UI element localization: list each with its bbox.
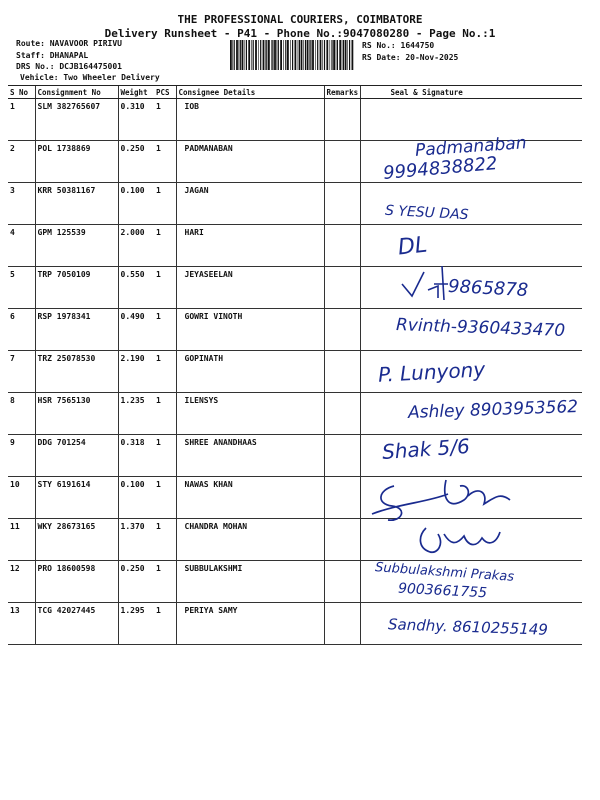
barcode-bar bbox=[277, 40, 278, 70]
cell-sno: 6 bbox=[8, 309, 35, 351]
cell-consignee: PERIYA SAMY bbox=[176, 603, 324, 645]
cell-weight: 0.100 bbox=[118, 183, 154, 225]
cell-weight: 1.235 bbox=[118, 393, 154, 435]
cell-consignee: JAGAN bbox=[176, 183, 324, 225]
barcode-bar bbox=[258, 40, 259, 70]
cell-signature bbox=[360, 99, 582, 141]
barcode-bar bbox=[337, 40, 338, 70]
barcode-bar bbox=[322, 40, 323, 70]
barcode-bar bbox=[244, 40, 245, 70]
signature-row-2-name: Padmanaban bbox=[414, 133, 528, 161]
signature-row-5-mark bbox=[398, 262, 456, 302]
barcode-bar bbox=[260, 40, 261, 70]
barcode-bar bbox=[305, 40, 306, 70]
cell-weight: 0.310 bbox=[118, 99, 154, 141]
cell-remarks bbox=[324, 351, 360, 393]
route-label: Route: NAVAVOOR PIRIVU bbox=[16, 39, 122, 48]
barcode-bar bbox=[274, 40, 276, 70]
cell-consignee: HARI bbox=[176, 225, 324, 267]
cell-weight: 2.000 bbox=[118, 225, 154, 267]
cell-pcs: 1 bbox=[154, 141, 176, 183]
barcode-bar bbox=[292, 40, 293, 70]
barcode-bar bbox=[315, 40, 316, 70]
signature-row-12-phone: 9003661755 bbox=[397, 580, 488, 602]
cell-consignee: JEYASEELAN bbox=[176, 267, 324, 309]
barcode-bar bbox=[232, 40, 233, 70]
table-row bbox=[8, 183, 582, 225]
barcode-bar bbox=[326, 40, 328, 70]
barcode-bar bbox=[345, 40, 347, 70]
cell-remarks bbox=[324, 519, 360, 561]
barcode-bar bbox=[248, 40, 250, 70]
barcode-bar bbox=[352, 40, 354, 70]
cell-consignment: TRP 7050109 bbox=[35, 267, 118, 309]
barcode-bar bbox=[303, 40, 304, 70]
cell-consignee: SUBBULAKSHMI bbox=[176, 561, 324, 603]
barcode-bar bbox=[255, 40, 257, 70]
cell-remarks bbox=[324, 99, 360, 141]
rs-date-label: RS Date: 20-Nov-2025 bbox=[362, 53, 459, 62]
cell-sno: 5 bbox=[8, 267, 35, 309]
barcode-image bbox=[230, 40, 355, 70]
cell-sno: 2 bbox=[8, 141, 35, 183]
cell-sno: 13 bbox=[8, 603, 35, 645]
barcode-bar bbox=[299, 40, 300, 70]
barcode-bar bbox=[236, 40, 238, 70]
cell-sno: 1 bbox=[8, 99, 35, 141]
cell-weight: 0.318 bbox=[118, 435, 154, 477]
drs-label: DRS No.: DCJB164475001 bbox=[16, 62, 122, 71]
barcode-bar bbox=[310, 40, 311, 70]
signature-row-4: DL bbox=[396, 232, 429, 261]
cell-sno: 7 bbox=[8, 351, 35, 393]
cell-consignment: KRR 50381167 bbox=[35, 183, 118, 225]
cell-pcs: 1 bbox=[154, 99, 176, 141]
cell-consignment: HSR 7565130 bbox=[35, 393, 118, 435]
barcode-bar bbox=[298, 40, 299, 70]
barcode-bar bbox=[330, 40, 331, 70]
cell-sno: 12 bbox=[8, 561, 35, 603]
cell-sno: 9 bbox=[8, 435, 35, 477]
barcode-bar bbox=[342, 40, 343, 70]
signature-row-12-name: Subbulakshmi Prakas bbox=[374, 560, 515, 585]
cell-remarks bbox=[324, 393, 360, 435]
cell-consignment: DDG 701254 bbox=[35, 435, 118, 477]
barcode-bar bbox=[301, 40, 303, 70]
cell-weight: 1.295 bbox=[118, 603, 154, 645]
barcode-bar bbox=[271, 40, 272, 70]
cell-consignment: SLM 382765607 bbox=[35, 99, 118, 141]
cell-sno: 10 bbox=[8, 477, 35, 519]
signature-row-9: Shak 5/6 bbox=[381, 433, 471, 465]
cell-remarks bbox=[324, 309, 360, 351]
barcode-bar bbox=[272, 40, 273, 70]
signature-row-7: P. Lunyony bbox=[377, 357, 486, 387]
col-consignment: Consignment No bbox=[35, 86, 118, 99]
barcode-bar bbox=[339, 40, 341, 70]
cell-pcs: 1 bbox=[154, 393, 176, 435]
barcode-bar bbox=[312, 40, 314, 70]
cell-remarks bbox=[324, 477, 360, 519]
cell-sno: 4 bbox=[8, 225, 35, 267]
cell-consignee: GOWRI VINOTH bbox=[176, 309, 324, 351]
barcode-bar bbox=[320, 40, 322, 70]
barcode-bar bbox=[336, 40, 337, 70]
cell-weight: 0.250 bbox=[118, 561, 154, 603]
barcode-bar bbox=[317, 40, 318, 70]
barcode-bar bbox=[242, 40, 244, 70]
barcode-bar bbox=[349, 40, 350, 70]
cell-consignee: GOPINATH bbox=[176, 351, 324, 393]
cell-remarks bbox=[324, 267, 360, 309]
barcode-bar bbox=[240, 40, 241, 70]
cell-remarks bbox=[324, 225, 360, 267]
cell-consignment: GPM 125539 bbox=[35, 225, 118, 267]
barcode-bar bbox=[251, 40, 252, 70]
barcode-bar bbox=[266, 40, 267, 70]
signature-row-6: Rvinth-9360433470 bbox=[395, 315, 566, 341]
cell-weight: 1.370 bbox=[118, 519, 154, 561]
cell-weight: 2.190 bbox=[118, 351, 154, 393]
col-sno: S No bbox=[8, 86, 35, 99]
vehicle-label: Vehicle: Two Wheeler Delivery bbox=[20, 73, 160, 82]
cell-consignee: CHANDRA MOHAN bbox=[176, 519, 324, 561]
cell-pcs: 1 bbox=[154, 435, 176, 477]
barcode-bar bbox=[347, 40, 348, 70]
cell-consignee: NAWAS KHAN bbox=[176, 477, 324, 519]
staff-label: Staff: DHANAPAL bbox=[16, 51, 89, 60]
barcode-bar bbox=[290, 40, 291, 70]
table-row bbox=[8, 351, 582, 393]
runsheet-subtitle: Delivery Runsheet - P41 - Phone No.:9047080280 - Page No.:1 bbox=[104, 27, 496, 40]
cell-pcs: 1 bbox=[154, 183, 176, 225]
cell-consignment: RSP 1978341 bbox=[35, 309, 118, 351]
cell-consignment: TRZ 25078530 bbox=[35, 351, 118, 393]
cell-sno: 3 bbox=[8, 183, 35, 225]
cell-consignee: IOB bbox=[176, 99, 324, 141]
cell-remarks bbox=[324, 435, 360, 477]
barcode-bar bbox=[263, 40, 265, 70]
table-header-row bbox=[8, 86, 582, 99]
signature-row-5-phone: 9865878 bbox=[447, 275, 529, 302]
barcode-bar bbox=[287, 40, 289, 70]
signature-row-10-11-scribble bbox=[368, 474, 528, 564]
cell-consignee: SHREE ANANDHAAS bbox=[176, 435, 324, 477]
cell-consignment: POL 1738869 bbox=[35, 141, 118, 183]
barcode-bar bbox=[343, 40, 344, 70]
cell-weight: 0.550 bbox=[118, 267, 154, 309]
col-weight: Weight bbox=[118, 86, 154, 99]
barcode-bar bbox=[268, 40, 270, 70]
cell-pcs: 1 bbox=[154, 477, 176, 519]
cell-remarks bbox=[324, 141, 360, 183]
barcode-bar bbox=[265, 40, 266, 70]
cell-sno: 8 bbox=[8, 393, 35, 435]
cell-pcs: 1 bbox=[154, 309, 176, 351]
signature-row-8: Ashley 8903953562 bbox=[407, 397, 579, 423]
cell-consignment: STY 6191614 bbox=[35, 477, 118, 519]
signature-row-13: Sandhy. 8610255149 bbox=[387, 615, 549, 639]
cell-pcs: 1 bbox=[154, 351, 176, 393]
barcode-bar bbox=[278, 40, 279, 70]
barcode-bar bbox=[324, 40, 325, 70]
cell-weight: 0.490 bbox=[118, 309, 154, 351]
cell-pcs: 1 bbox=[154, 519, 176, 561]
col-consignee: Consignee Details bbox=[176, 86, 324, 99]
rs-no-label: RS No.: 1644750 bbox=[362, 41, 435, 50]
company-title: THE PROFESSIONAL COURIERS, COIMBATORE bbox=[177, 13, 423, 26]
barcode-bar bbox=[295, 40, 297, 70]
barcode-bar bbox=[331, 40, 332, 70]
barcode-bar bbox=[285, 40, 286, 70]
cell-consignment: PRO 18600598 bbox=[35, 561, 118, 603]
barcode-bar bbox=[253, 40, 254, 70]
cell-sno: 11 bbox=[8, 519, 35, 561]
cell-remarks bbox=[324, 603, 360, 645]
cell-pcs: 1 bbox=[154, 225, 176, 267]
barcode-bar bbox=[230, 40, 232, 70]
cell-remarks bbox=[324, 561, 360, 603]
barcode-bar bbox=[333, 40, 335, 70]
barcode-bar bbox=[234, 40, 235, 70]
cell-weight: 0.250 bbox=[118, 141, 154, 183]
col-pcs: PCS bbox=[154, 86, 176, 99]
col-remarks: Remarks bbox=[324, 86, 360, 99]
cell-consignment: TCG 42027445 bbox=[35, 603, 118, 645]
cell-consignee: PADMANABAN bbox=[176, 141, 324, 183]
barcode-bar bbox=[239, 40, 240, 70]
signature-row-3: S YESU DAS bbox=[384, 202, 469, 224]
barcode-bar bbox=[307, 40, 309, 70]
cell-remarks bbox=[324, 183, 360, 225]
col-signature: Seal & Signature bbox=[360, 86, 582, 99]
barcode-bar bbox=[283, 40, 284, 70]
barcode-bar bbox=[246, 40, 247, 70]
barcode-bar bbox=[280, 40, 282, 70]
cell-weight: 0.100 bbox=[118, 477, 154, 519]
table-row bbox=[8, 435, 582, 477]
cell-pcs: 1 bbox=[154, 561, 176, 603]
cell-pcs: 1 bbox=[154, 603, 176, 645]
cell-pcs: 1 bbox=[154, 267, 176, 309]
cell-signature bbox=[360, 225, 582, 267]
signature-row-2-phone: 9994838822 bbox=[382, 153, 499, 184]
table-row bbox=[8, 225, 582, 267]
cell-consignee: ILENSYS bbox=[176, 393, 324, 435]
cell-consignment: WKY 28673165 bbox=[35, 519, 118, 561]
barcode-bar bbox=[309, 40, 310, 70]
